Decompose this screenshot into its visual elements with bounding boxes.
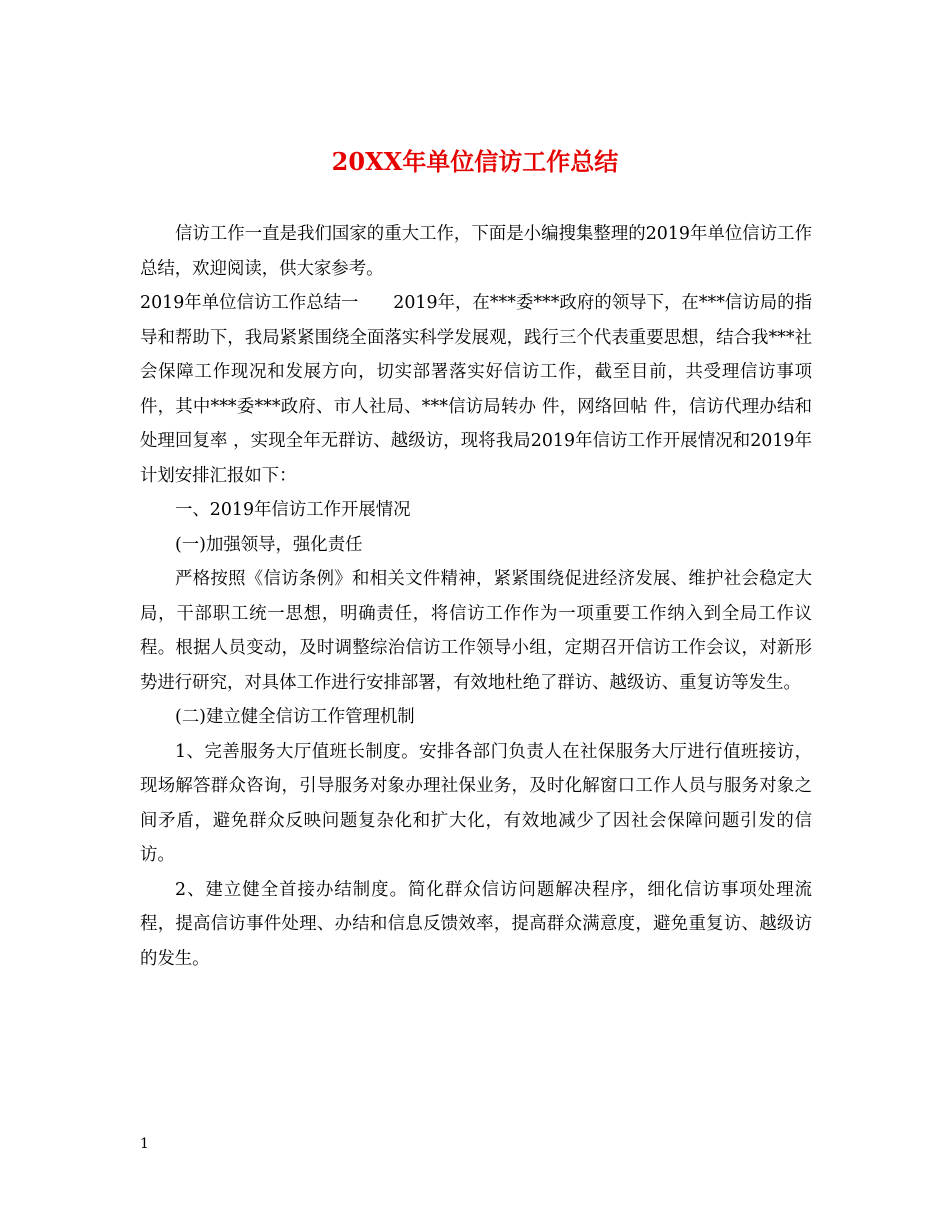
summary-paragraph: 2019年单位信访工作总结一 2019年，在***委***政府的领导下，在***信访局的指导和帮助下，我局紧紧围绕全面落实科学发展观，践行三个代表重要思想，结合我***社会保障工作现况和发展方向，切实部署落实好信访工作，截至目前，共受理信访事项 件，其中***委***政府、市人社局、***信访局转办 件，网络回帖 件，信访代理办结和处理回复率 ，实现全年无群访、越级访，现将我局2019年信访工作开展情况和2019年计划安排汇报如下：	[140, 293, 812, 486]
intro-paragraph: 信访工作一直是我们国家的重大工作，下面是小编搜集整理的2019年单位信访工作总结，欢迎阅读，供大家参考。	[140, 224, 812, 279]
page-number: 1	[140, 1136, 149, 1152]
body-paragraph: 2、建立健全首接办结制度。简化群众信访问题解决程序，细化信访事项处理流程，提高信访事件处理、办结和信息反馈效率，提高群众满意度，避免重复访、越级访的发生。	[140, 879, 812, 969]
subsection-heading-2: (二)建立健全信访工作管理机制	[175, 707, 415, 727]
body-paragraph: 严格按照《信访条例》和相关文件精神，紧紧围绕促进经济发展、维护社会稳定大局，干部职工统一思想，明确责任，将信访工作作为一项重要工作纳入到全局工作议程。根据人员变动，及时调整综治信访工作领导小组，定期召开信访工作会议，对新形势进行研究，对具体工作进行安排部署，有效地杜绝了群访、越级访、重复访等发生。	[140, 569, 812, 693]
document-body	[140, 217, 812, 976]
document-title: 20XX年单位信访工作总结	[331, 147, 619, 176]
body-paragraph: 1、完善服务大厅值班长制度。安排各部门负责人在社保服务大厅进行值班接访，现场解答群众咨询，引导服务对象办理社保业务，及时化解窗口工作人员与服务对象之间矛盾，避免群众反映问题复杂化和扩大化，有效地减少了因社会保障问题引发的信访。	[140, 741, 812, 865]
subsection-heading-1: (一)加强领导，强化责任	[175, 534, 363, 555]
section-heading-1: 一、2019年信访工作开展情况	[175, 500, 411, 520]
